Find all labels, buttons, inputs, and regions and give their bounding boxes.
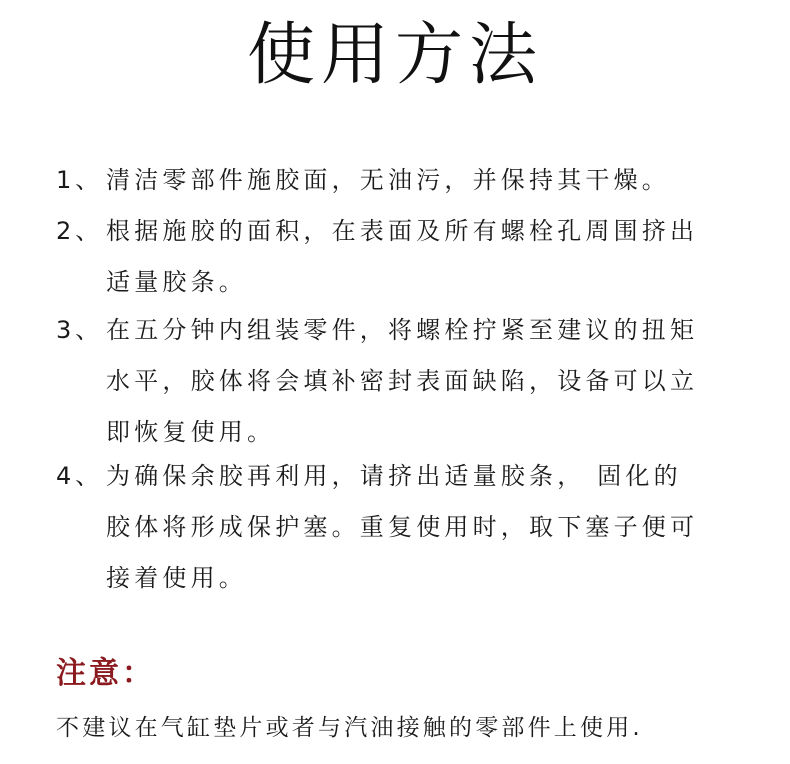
step-text-line: 为确保余胶再利用，请挤出适量胶条， 固化的 — [106, 462, 682, 490]
step-text-line: 即恢复使用。 — [106, 418, 276, 446]
note-text: 不建议在气缸垫片或者与汽油接触的零部件上使用. — [56, 715, 643, 741]
step-text-line: 在五分钟内组装零件，将螺栓拧紧至建议的扭矩 — [106, 316, 699, 344]
step-text-line: 接着使用。 — [106, 564, 247, 592]
step-text-line: 清洁零部件施胶面，无油污，并保持其干燥。 — [106, 166, 670, 194]
page-title: 使用方法 — [246, 16, 543, 95]
step-number: 3、 — [56, 316, 104, 344]
step-text-line: 胶体将形成保护塞。重复使用时，取下塞子便可 — [106, 513, 699, 541]
step-number: 2、 — [56, 217, 104, 245]
step-text-line: 水平，胶体将会填补密封表面缺陷，设备可以立 — [106, 367, 699, 395]
note-heading: 注意： — [56, 656, 155, 691]
step-number: 1、 — [56, 166, 104, 194]
step-text-line: 适量胶条。 — [106, 268, 247, 296]
step-text-line: 根据施胶的面积，在表面及所有螺栓孔周围挤出 — [106, 217, 699, 245]
step-number: 4、 — [56, 462, 104, 490]
